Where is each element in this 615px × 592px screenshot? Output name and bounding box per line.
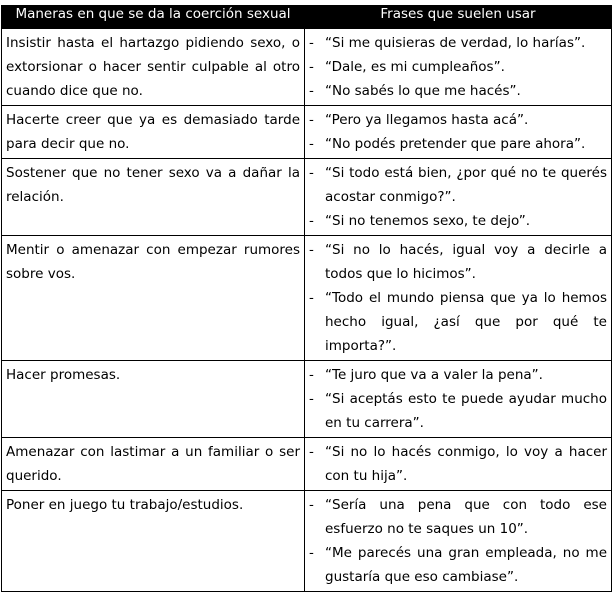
- phrase-list: [309, 440, 607, 488]
- phrase-item: - “Me parecés una gran empleada, no me gustaría que eso cambiase”.: [309, 541, 607, 589]
- table-row: [2, 438, 612, 491]
- phrase-item: - “No sabés lo que me hacés”.: [309, 79, 607, 103]
- header-phrases: Frases que suelen usar: [305, 6, 612, 29]
- phrase-item: - “Sería una pena que con todo ese esfuerzo no te saques un 10”.: [309, 493, 607, 541]
- table-row: [2, 361, 612, 438]
- manner-cell: Hacerte creer que ya es demasiado tarde para decir que no.: [2, 106, 305, 159]
- phrases-cell: [305, 29, 612, 106]
- header-row: [2, 6, 612, 29]
- phrase-item: - “Todo el mundo piensa que ya lo hemos hecho igual, ¿así que por qué te importa?”.: [309, 286, 607, 358]
- table-row: [2, 236, 612, 361]
- table-row: [2, 491, 612, 592]
- header-manners: Maneras en que se da la coerción sexual: [2, 6, 305, 29]
- phrases-cell: [305, 361, 612, 438]
- phrase-item: - “Pero ya llegamos hasta acá”.: [309, 108, 607, 132]
- phrase-item: - “Te juro que va a valer la pena”.: [309, 363, 607, 387]
- manner-cell: Poner en juego tu trabajo/estudios.: [2, 491, 305, 592]
- phrases-cell: [305, 438, 612, 491]
- phrase-list: [309, 31, 607, 103]
- phrase-item: - “Si no lo hacés conmigo, lo voy a hacer con tu hija”.: [309, 440, 607, 488]
- phrase-item: - “Si aceptás esto te puede ayudar mucho en tu carrera”.: [309, 387, 607, 435]
- phrase-item: - “Si no lo hacés, igual voy a decirle a todos que lo hicimos”.: [309, 238, 607, 286]
- phrases-cell: [305, 236, 612, 361]
- phrases-cell: [305, 106, 612, 159]
- phrase-item: - “No podés pretender que pare ahora”.: [309, 132, 607, 156]
- manner-cell: Insistir hasta el hartazgo pidiendo sexo, o extorsionar o hacer sentir culpable al otro cuando dice que no.: [2, 29, 305, 106]
- coercion-table: [1, 5, 612, 592]
- manner-cell: Amenazar con lastimar a un familiar o ser querido.: [2, 438, 305, 491]
- phrase-list: [309, 363, 607, 435]
- phrase-item: - “Dale, es mi cumpleaños”.: [309, 55, 607, 79]
- phrases-cell: [305, 159, 612, 236]
- phrase-list: [309, 108, 607, 156]
- phrase-item: - “Si no tenemos sexo, te dejo”.: [309, 209, 607, 233]
- phrase-item: - “Si todo está bien, ¿por qué no te querés acostar conmigo?”.: [309, 161, 607, 209]
- phrase-item: - “Si me quisieras de verdad, lo harías”.: [309, 31, 607, 55]
- table-row: [2, 29, 612, 106]
- table-body: [2, 29, 612, 592]
- table-row: [2, 159, 612, 236]
- phrase-list: [309, 493, 607, 589]
- manner-cell: Hacer promesas.: [2, 361, 305, 438]
- manner-cell: Mentir o amenazar con empezar rumores sobre vos.: [2, 236, 305, 361]
- table-header: [2, 6, 612, 29]
- phrase-list: [309, 238, 607, 358]
- phrase-list: [309, 161, 607, 233]
- table-row: [2, 106, 612, 159]
- manner-cell: Sostener que no tener sexo va a dañar la relación.: [2, 159, 305, 236]
- phrases-cell: [305, 491, 612, 592]
